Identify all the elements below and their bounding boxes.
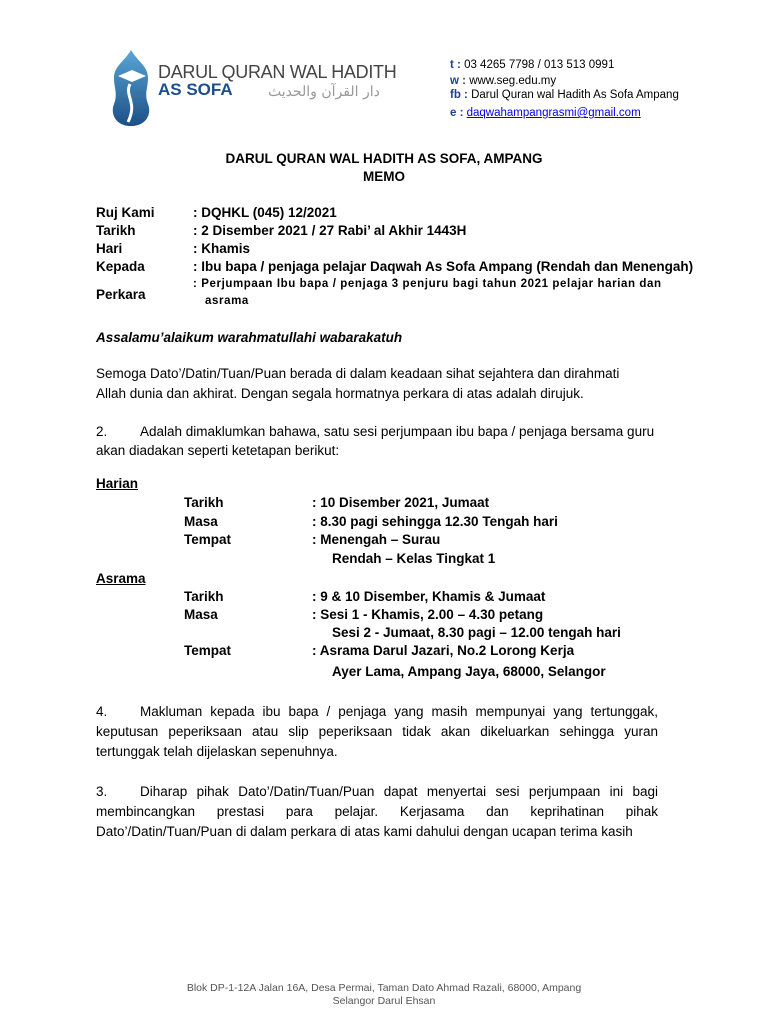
footer-address-cont: Selangor Darul Ehsan	[332, 995, 436, 1007]
schedule-label: Tempat	[184, 532, 232, 547]
schedule-label: Masa	[184, 607, 218, 622]
schedule-label: Tarikh	[184, 495, 224, 510]
field-label: Perkara	[96, 287, 146, 302]
field-label: Kepada	[96, 259, 145, 274]
memo-org-title: DARUL QURAN WAL HADITH AS SOFA, AMPANG	[225, 151, 543, 166]
schedule-label: Masa	[184, 514, 218, 529]
schedule-value-cont: Rendah – Kelas Tingkat 1	[332, 551, 496, 566]
footer-address: Blok DP-1-12A Jalan 16A, Desa Permai, Taman Dato Ahmad Razali, 68000, Ampang	[186, 982, 582, 994]
logo-arabic: دار القرآن والحديث	[268, 84, 380, 100]
schedule-value-cont: Sesi 2 - Jumaat, 8.30 pagi – 12.00 tengah hari	[332, 625, 621, 640]
schedule-value: : 9 & 10 Disember, Khamis & Jumaat	[312, 589, 546, 604]
schedule-value-cont: Ayer Lama, Ampang Jaya, 68000, Selangor	[332, 664, 606, 679]
field-value-cont: asrama	[205, 295, 249, 307]
schedule-value: : Menengah – Surau	[312, 532, 441, 547]
field-label: Hari	[96, 241, 123, 256]
section-heading-harian: Harian	[96, 476, 139, 491]
schedule-value: : 8.30 pagi sehingga 12.30 Tengah hari	[312, 514, 558, 529]
schedule-label: Tarikh	[184, 589, 224, 604]
field-value: : Khamis	[193, 241, 251, 256]
contact-web: w : www.seg.edu.my	[450, 75, 557, 87]
paragraph-4: 4. Makluman kepada ibu bapa / penjaga yang masih mempunyai yang tertunggak, keputusan peperiksaan atau slip peperiksaan tidak akan dikeluarkan sehingga yuran tertunggak telah dijelaskan sepenuhnya.	[96, 704, 658, 759]
contact-email: e : daqwahampangrasmi@gmail.com	[450, 107, 641, 119]
contact-facebook: fb : Darul Quran wal Hadith As Sofa Ampang	[450, 89, 679, 101]
field-label: Ruj Kami	[96, 205, 155, 220]
schedule-label: Tempat	[184, 643, 232, 658]
section-heading-asrama: Asrama	[96, 571, 146, 586]
schedule-value: : Asrama Darul Jazari, No.2 Lorong Kerja	[312, 643, 575, 658]
schedule-value: : 10 Disember 2021, Jumaat	[312, 495, 490, 510]
email-link[interactable]: daqwahampangrasmi@gmail.com	[466, 107, 641, 119]
greeting: Assalamu’alaikum warahmatullahi wabarakatuh	[96, 330, 403, 345]
memo-title: MEMO	[363, 169, 405, 184]
logo-subname: AS SOFA	[158, 80, 233, 99]
contact-phone: t : 03 4265 7798 / 013 513 0991	[450, 59, 615, 71]
paragraph-line: akan diadakan seperti ketetapan berikut:	[96, 443, 340, 458]
paragraph-line: Semoga Dato’/Datin/Tuan/Puan berada di dalam keadaan sihat sejahtera dan dirahmati	[96, 366, 620, 381]
field-value: : 2 Disember 2021 / 27 Rabi’ al Akhir 1443H	[193, 223, 467, 238]
schedule-value: : Sesi 1 - Khamis, 2.00 – 4.30 petang	[312, 607, 544, 622]
field-value: : Ibu bapa / penjaga pelajar Daqwah As Sofa Ampang (Rendah dan Menengah)	[193, 259, 694, 274]
field-label: Tarikh	[96, 223, 136, 238]
field-value: : DQHKL (045) 12/2021	[193, 205, 337, 220]
paragraph-line: Adalah dimaklumkan bahawa, satu sesi perjumpaan ibu bapa / penjaga bersama guru	[140, 424, 655, 439]
paragraph-number: 2.	[96, 424, 108, 439]
paragraph-line: Allah dunia dan akhirat. Dengan segala hormatnya perkara di atas adalah dirujuk.	[96, 386, 584, 401]
paragraph-3: 3. Diharap pihak Dato’/Datin/Tuan/Puan dapat menyertai sesi perjumpaan ini bagi membincangkan prestasi para pelajar. Kerjasama dan keprihatinan pihak Dato’/Datin/Tuan/Puan di dalam perkara di atas kami dahului dengan ucapan terima kasih	[96, 784, 658, 839]
field-value: : Perjumpaan Ibu bapa / penjaga 3 penjuru bagi tahun 2021 pelajar harian dan	[193, 278, 662, 290]
logo-name: DARUL QURAN WAL HADITH	[158, 62, 397, 82]
logo-emblem-icon	[108, 48, 154, 128]
